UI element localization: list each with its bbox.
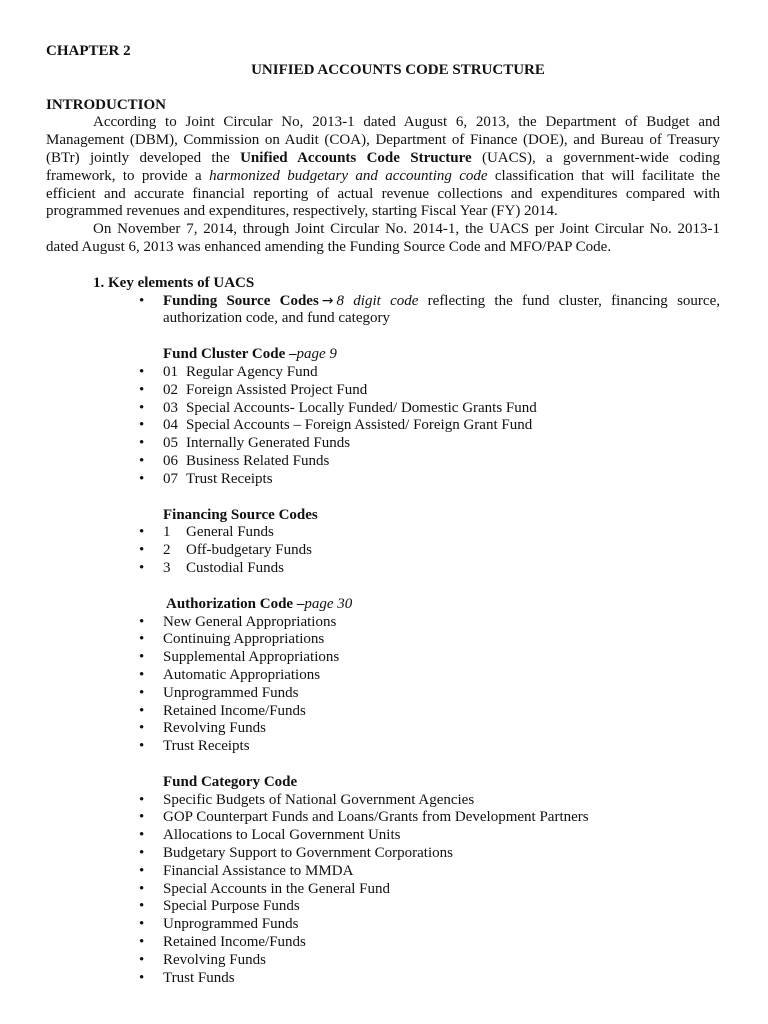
list-item: • Special Purpose Funds	[46, 898, 720, 916]
list-item: • 07 Trust Receipts	[46, 471, 720, 489]
list-item: • GOP Counterpart Funds and Loans/Grants from Development Partners	[46, 809, 720, 827]
funding-source-label: Funding Source Codes	[163, 292, 319, 309]
intro-text-e: classification that will facilitate the efficient and accurate financial reporting of actual revenue collections and expenditures compared with programmed revenues and expenditures, respectively, starting Fiscal Year (FY) 2014.	[46, 167, 720, 220]
list-item: • 06 Business Related Funds	[46, 453, 720, 471]
list-item: • Supplemental Appropriations	[46, 649, 720, 667]
arrow-right-icon: →	[321, 292, 334, 309]
introduction-paragraph-1	[46, 114, 720, 221]
list-item: • Financial Assistance to MMDA	[46, 863, 720, 881]
list-item: • Automatic Appropriations	[46, 667, 720, 685]
list-item: • 1 General Funds	[46, 524, 720, 542]
fund-category-list	[46, 792, 720, 988]
funding-source-item	[46, 293, 720, 329]
list-item: • 05 Internally Generated Funds	[46, 435, 720, 453]
list-item: • 2 Off-budgetary Funds	[46, 542, 720, 560]
introduction-paragraph-2: On November 7, 2014, through Joint Circular No. 2014-1, the UACS per Joint Circular No. 2013-1 dated August 6, 2013 was enhanced amending the Funding Source Code and MFO/PAP Code.	[46, 221, 720, 255]
fund-cluster-heading: Fund Cluster Code –page 9	[163, 346, 337, 363]
list-item: • Trust Funds	[46, 970, 720, 988]
list-item: • 04 Special Accounts – Foreign Assisted/ Foreign Grant Fund	[46, 417, 720, 435]
list-item: • Retained Income/Funds	[46, 934, 720, 952]
list-item: • Specific Budgets of National Government Agencies	[46, 792, 720, 810]
list-item: • Revolving Funds	[46, 952, 720, 970]
authorization-page-ref: page 30	[304, 595, 353, 612]
uacs-term: Unified Accounts Code Structure	[240, 149, 472, 166]
key-elements-heading: 1. Key elements of UACS	[93, 274, 255, 291]
list-item: • 02 Foreign Assisted Project Fund	[46, 382, 720, 400]
page-title: UNIFIED ACCOUNTS CODE STRUCTURE	[251, 61, 545, 78]
list-item: • Special Accounts in the General Fund	[46, 881, 720, 899]
list-item: • Allocations to Local Government Units	[46, 827, 720, 845]
authorization-heading: Authorization Code –page 30	[166, 595, 353, 612]
list-item: • New General Appropriations	[46, 614, 720, 632]
intro-text-a: According to Joint Circular No, 2013-1 dated August 6, 2013, the Department of Budget and Management (DBM), Commission on Audit (COA), Department of Finance (DOE), and Bureau of Treasury (BTr) jointly developed the	[46, 114, 720, 166]
list-item: • Unprogrammed Funds	[46, 916, 720, 934]
financing-source-heading: Financing Source Codes	[163, 506, 318, 523]
harmonized-term: harmonized budgetary and accounting code	[209, 167, 488, 184]
fund-category-heading: Fund Category Code	[163, 773, 298, 790]
list-item: • Unprogrammed Funds	[46, 685, 720, 703]
chapter-label: CHAPTER 2	[46, 43, 131, 59]
digit-code-text: 8 digit code	[336, 292, 419, 309]
financing-source-list	[46, 524, 720, 577]
fund-cluster-page-ref: page 9	[296, 346, 337, 363]
funding-source-description: reflecting the fund cluster, financing source, authorization code, and fund category	[163, 292, 720, 327]
list-item: • Budgetary Support to Government Corporations	[46, 845, 720, 863]
fund-cluster-list	[46, 364, 720, 489]
introduction-heading: INTRODUCTION	[46, 96, 167, 113]
list-item: • 3 Custodial Funds	[46, 560, 720, 578]
intro-text-c: (UACS), a government-wide coding framework, to provide a	[46, 149, 720, 184]
list-item: • Revolving Funds	[46, 720, 720, 738]
list-item: • 03 Special Accounts- Locally Funded/ Domestic Grants Fund	[46, 400, 720, 418]
funding-source-list	[46, 293, 720, 329]
list-item: • Retained Income/Funds	[46, 703, 720, 721]
document-page	[46, 43, 720, 987]
list-item: • Trust Receipts	[46, 738, 720, 756]
list-item: • Continuing Appropriations	[46, 631, 720, 649]
list-item: • 01 Regular Agency Fund	[46, 364, 720, 382]
authorization-list	[46, 614, 720, 756]
